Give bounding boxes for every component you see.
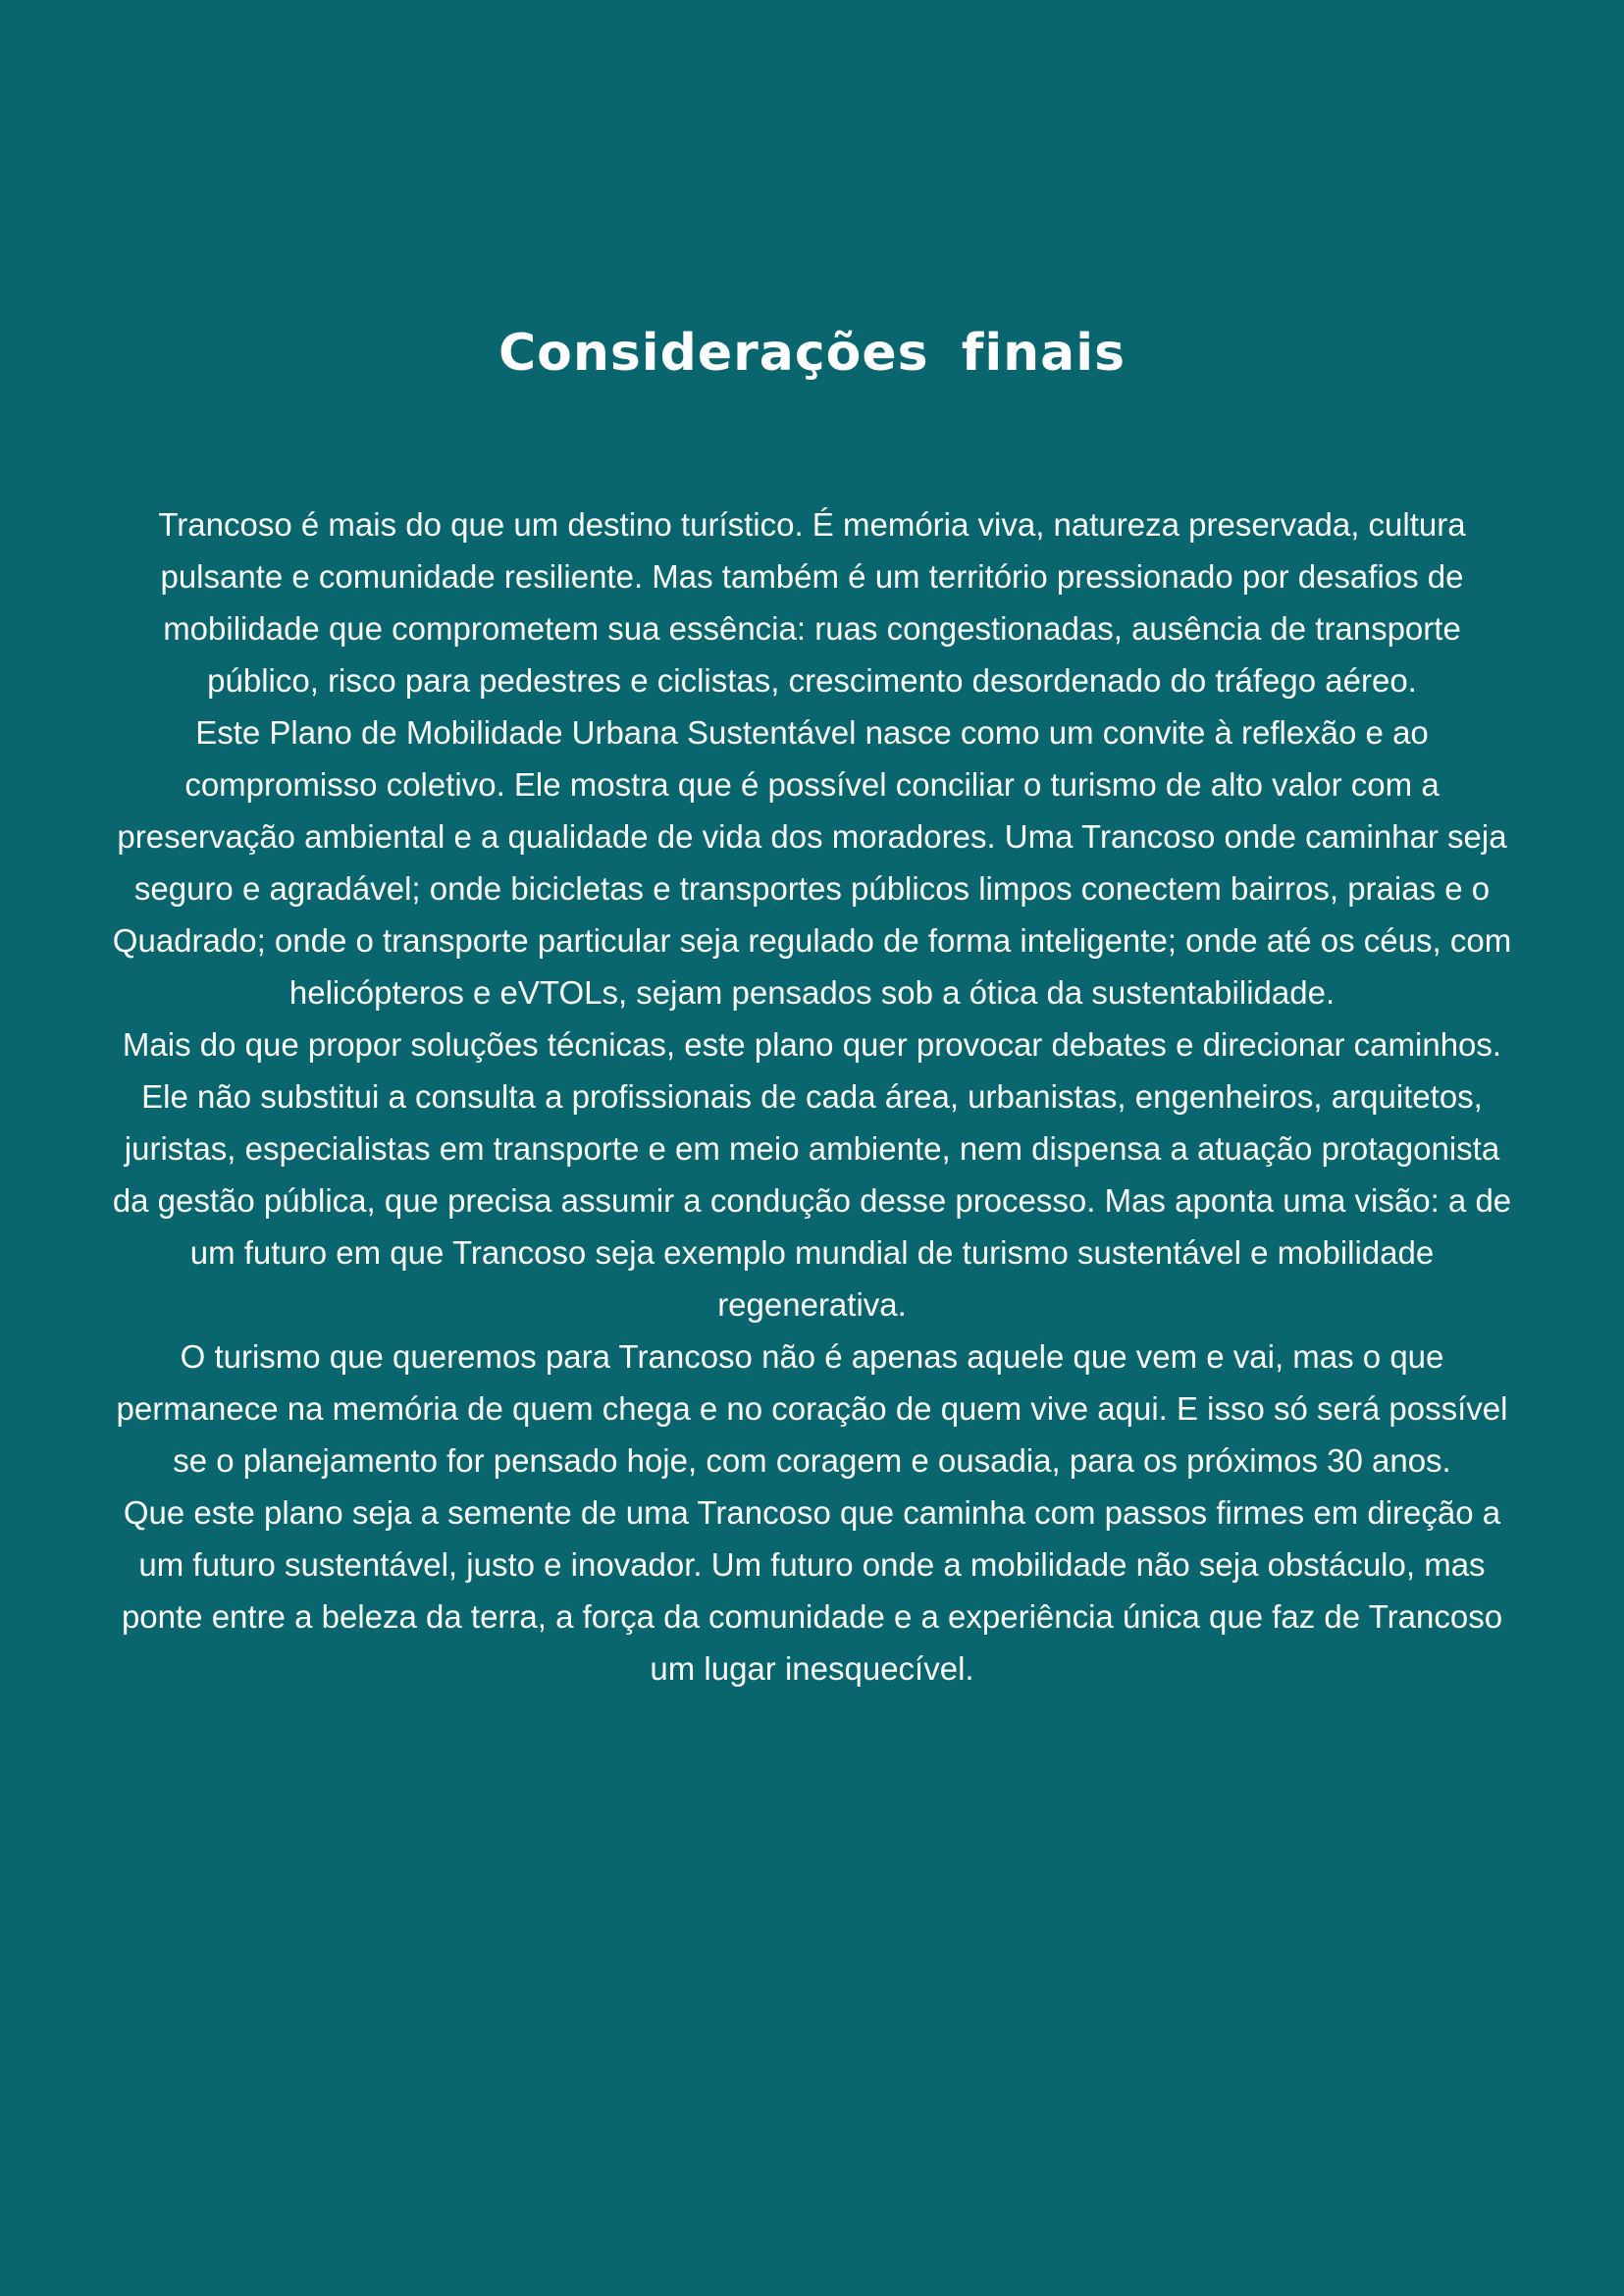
- paragraph: Que este plano seja a semente de uma Trancoso que caminha com passos firmes em direção a um futuro sustentável, justo e inovador. Um futuro onde a mobilidade não seja obstáculo, mas ponte entre a beleza da terra, a força da comunidade e a experiência única que faz de Trancoso um lugar inesquecível.: [121, 1494, 1503, 1687]
- paragraph: Mais do que propor soluções técnicas, este plano quer provocar debates e direcionar caminhos. Ele não substitui a consulta a profissionais de cada área, urbanistas, engenheiros, arquitetos, juristas, especialistas em transporte e em meio ambiente, nem dispensa a atuação protagonista da gestão pública, que precisa assumir a condução desse processo. Mas aponta uma visão: a de um futuro em que Trancoso seja exemplo mundial de turismo sustentável e mobilidade regenerativa.: [112, 1026, 1512, 1323]
- paragraph: Trancoso é mais do que um destino turístico. É memória viva, natureza preservada, cultura pulsante e comunidade resiliente. Mas também é um território pressionado por desafios de mobilidade que comprometem sua essência: ruas congestionadas, ausência de transporte público, risco para pedestres e ciclistas, crescimento desordenado do tráfego aéreo.: [158, 506, 1466, 699]
- paragraph: O turismo que queremos para Trancoso não é apenas aquele que vem e vai, mas o que permanece na memória de quem chega e no coração de quem vive aqui. E isso só será possível se o planejamento for pensado hoje, com coragem e ousadia, para os próximos 30 anos.: [116, 1338, 1508, 1479]
- page-title: Considerações finais: [498, 324, 1126, 383]
- body-text: [111, 498, 1514, 1695]
- paragraph: Este Plano de Mobilidade Urbana Sustentável nasce como um convite à reflexão e ao compromisso coletivo. Ele mostra que é possível conciliar o turismo de alto valor com a preservação ambiental e a qualidade de vida dos moradores. Uma Trancoso onde caminhar seja seguro e agradável; onde bicicletas e transportes públicos limpos conectem bairros, praias e o Quadrado; onde o transporte particular seja regulado de forma inteligente; onde até os céus, com helicópteros e eVTOLs, sejam pensados sob a ótica da sustentabilidade.: [112, 714, 1512, 1011]
